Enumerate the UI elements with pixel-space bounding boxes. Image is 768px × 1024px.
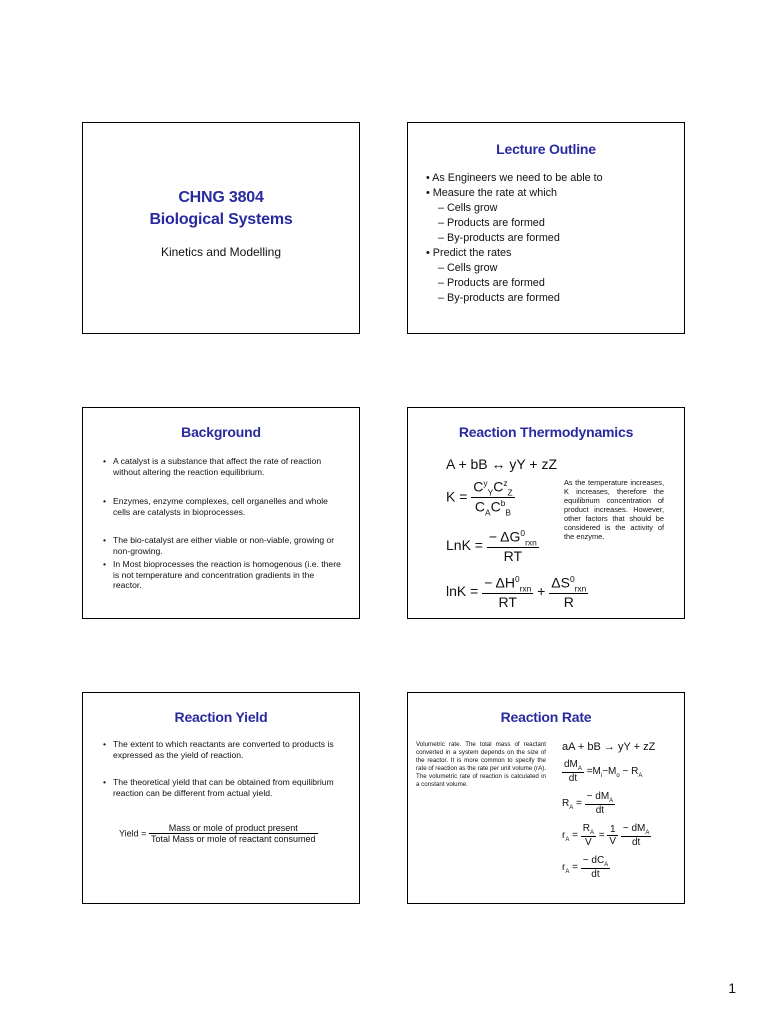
yield-numerator: Mass or mole of product present <box>149 823 318 834</box>
slide-heading: Reaction Thermodynamics <box>458 424 634 440</box>
volumetric-rate-equation: $r_A$ = $\frac{R_A}{V}$ = $\frac{1}{V}$ $\frac{- dM_A}{dt}$ <box>562 823 650 848</box>
enthalpy-entropy-equation: lnK = $\frac{- \Delta H^0_{rxn}}{RT}$ + $\frac{\Delta S^0_{rxn}}{R}$ <box>446 574 587 611</box>
reaction-equation: A + bB ↔ yY + zZ <box>446 456 558 472</box>
outline-subitem: – Products are formed <box>438 217 545 229</box>
course-subtitle: Kinetics and Modelling <box>160 245 282 259</box>
rate-equation: $R_A$ = $\frac{- dM_A}{dt}$ <box>562 791 614 816</box>
slide-reaction-rate <box>407 692 685 904</box>
page-number: 1 <box>728 980 736 996</box>
slide-reaction-thermodynamics <box>407 407 685 619</box>
slide-heading: Lecture Outline <box>496 141 596 157</box>
slide-heading: Reaction Rate <box>500 709 592 725</box>
mass-balance-equation: $\frac{dM_A}{dt}$ $=M_i-M_o - R_A$ <box>564 759 643 784</box>
slide-reaction-yield <box>82 692 360 904</box>
bullet-item: • The extent to which reactants are converted to products is expressed as the yield of reaction. <box>103 739 334 760</box>
outline-subitem: – By-products are formed <box>438 232 560 244</box>
bullet-item: • In Most bioprocesses the reaction is homogenous (i.e. there is not temperature and concentration gradients in the reactor. <box>103 559 341 591</box>
reaction-equation: aA + bB → yY + zZ <box>562 741 656 753</box>
course-code: CHNG 3804 <box>178 189 264 206</box>
gibbs-equation: LnK = $\frac{- \Delta G^0_{rxn}}{RT}$ <box>446 528 537 565</box>
concentration-rate-equation: $r_A$ = $\frac{- dC_A}{dt}$ <box>562 855 609 880</box>
slide-heading: Background <box>181 424 261 440</box>
yield-denominator: Total Mass or mole of reactant consumed <box>150 834 316 844</box>
yield-equation <box>119 823 318 844</box>
course-name: Biological Systems <box>149 211 293 228</box>
outline-item: • As Engineers we need to be able to <box>426 172 603 184</box>
slide-heading: Reaction Yield <box>174 709 268 725</box>
rate-note: Volumetric rate. The total mass of reactant converted in a system depends on the size of the reactor. It is more common to specify the rate of reaction as the rate per unit volume (rA). The volumetric rate of reaction is calculated in a constant volume. <box>416 741 546 788</box>
slide-lecture-outline <box>407 122 685 334</box>
outline-subitem: – By-products are formed <box>438 292 560 304</box>
outline-subitem: – Cells grow <box>438 262 498 274</box>
bullet-item: • The theoretical yield that can be obtained from equilibrium reaction can be different from actual yield. <box>103 777 334 798</box>
outline-subitem: – Cells grow <box>438 202 498 214</box>
thermodynamics-note: As the temperature increases, K increases, therefore the equilibrium concentration of product increases. However, other factors that should be considered is the activity of the enzyme. <box>564 478 664 541</box>
outline-item: • Predict the rates <box>426 247 512 259</box>
outline-item: • Measure the rate at which <box>426 187 558 199</box>
outline-subitem: – Products are formed <box>438 277 545 289</box>
outline-list <box>426 171 603 306</box>
bullet-item: • Enzymes, enzyme complexes, cell organelles and whole cells are catalysts in bioprocesses. <box>103 496 328 517</box>
slide-background <box>82 407 360 619</box>
equilibrium-constant-equation: K = $\frac{C^y_YC^z_Z}{C_AC^b_B}$ <box>446 478 513 518</box>
yield-label: Yield = <box>119 828 147 839</box>
bullet-item: • The bio-catalyst are either viable or non-viable, growing or non-growing. <box>103 535 335 556</box>
bullet-item: • A catalyst is a substance that affect the rate of reaction without altering the reaction equilibrium. <box>103 456 322 477</box>
slide-title <box>82 122 360 334</box>
